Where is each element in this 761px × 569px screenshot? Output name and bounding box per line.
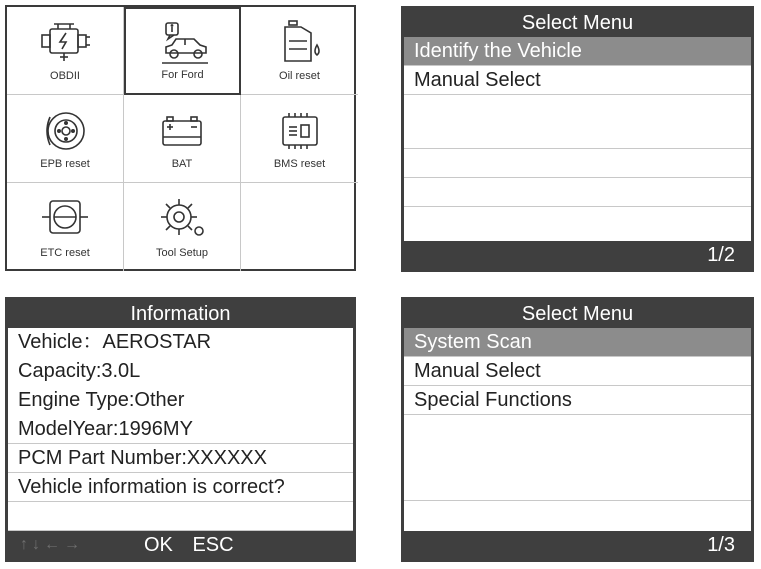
info-line-engine-type: Engine Type:Other	[18, 389, 185, 411]
brake-disc-icon	[38, 107, 92, 153]
info-line-model-year: ModelYear:1996MY	[8, 415, 353, 444]
info-empty-row	[8, 502, 353, 531]
screen-title: Information	[8, 300, 353, 328]
grid-item-label: Oil reset	[279, 70, 320, 82]
menu-item-manual-select[interactable]: Manual Select	[404, 357, 751, 386]
menu-item-special-functions[interactable]: Special Functions	[404, 386, 751, 415]
grid-item-for-ford[interactable]	[124, 7, 241, 95]
screen-footer	[8, 531, 353, 559]
grid-item-tool-setup[interactable]	[124, 183, 241, 271]
grid-item-label: Tool Setup	[156, 247, 208, 259]
grid-item-label: OBDII	[50, 70, 80, 82]
select-menu-screen-2	[401, 297, 754, 562]
arrow-keys-icon[interactable]: ↑↓←→	[20, 536, 84, 553]
menu-empty-row	[404, 178, 751, 207]
menu-empty-row	[404, 95, 751, 149]
throttle-body-icon	[38, 195, 92, 241]
grid-item-label: For Ford	[161, 69, 204, 81]
select-menu-screen-1	[401, 6, 754, 272]
menu-item-manual-select[interactable]: Manual Select	[404, 66, 751, 95]
screen-title: Select Menu	[404, 300, 751, 328]
information-screen	[5, 297, 356, 562]
page-indicator: 1/3	[707, 534, 735, 556]
function-grid-menu	[5, 5, 356, 271]
menu-empty-row	[404, 149, 751, 178]
grid-item-bms-reset[interactable]	[241, 95, 358, 183]
grid-item-oil-reset[interactable]	[241, 7, 358, 95]
gear-settings-icon	[155, 195, 209, 241]
grid-item-obdii[interactable]	[7, 7, 124, 95]
esc-button[interactable]: ESC	[192, 534, 234, 556]
battery-icon	[155, 107, 209, 153]
ok-button[interactable]: OK	[144, 534, 173, 556]
grid-item-label: ETC reset	[40, 247, 90, 259]
grid-item-etc-reset[interactable]	[7, 183, 124, 271]
info-line-confirm-question: Vehicle information is correct?	[8, 473, 353, 502]
menu-empty-row	[404, 415, 751, 501]
grid-item-label: BMS reset	[273, 158, 326, 170]
info-line-capacity: Capacity:3.0L	[18, 360, 141, 382]
menu-item-system-scan[interactable]: System Scan	[404, 328, 751, 357]
grid-empty-cell	[241, 183, 358, 271]
grid-item-label: BAT	[171, 158, 193, 170]
screen-title: Select Menu	[404, 9, 751, 37]
menu-item-identify-vehicle[interactable]: Identify the Vehicle	[404, 37, 751, 66]
grid-item-label: EPB reset	[40, 158, 90, 170]
info-line-pcm-part-number: PCM Part Number:XXXXXX	[8, 444, 353, 473]
screen-footer	[404, 531, 751, 559]
oil-can-icon	[273, 19, 327, 65]
grid-item-bat[interactable]	[124, 95, 241, 183]
info-line-vehicle: Vehicle：AEROSTAR	[18, 331, 212, 353]
battery-management-icon	[273, 107, 327, 153]
engine-check-icon	[38, 19, 92, 65]
grid-item-epb-reset[interactable]	[7, 95, 124, 183]
page-indicator: 1/2	[707, 244, 735, 266]
car-info-icon	[156, 21, 210, 67]
screen-footer	[404, 241, 751, 269]
